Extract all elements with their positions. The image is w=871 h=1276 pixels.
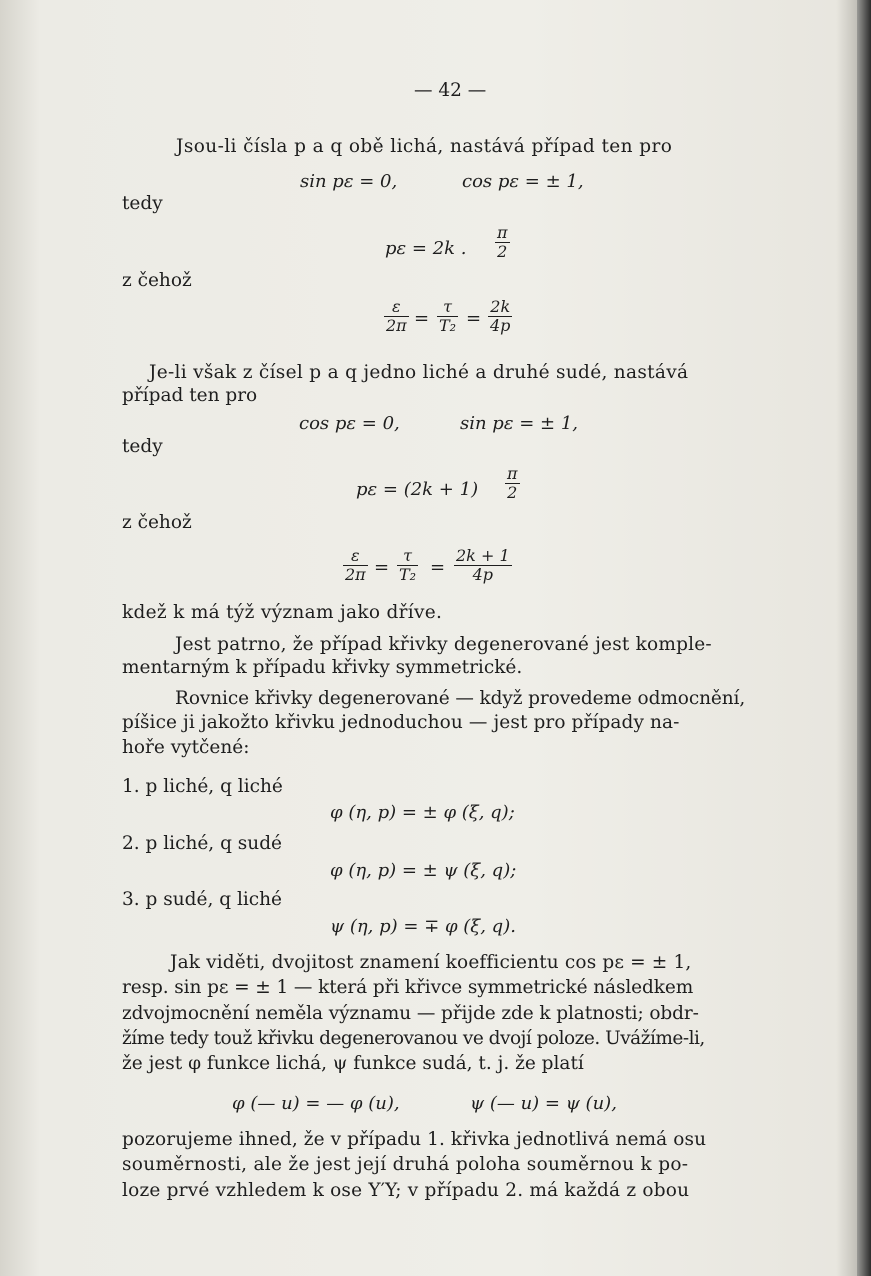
text-line: souměrnosti, ale že jest její druhá poloha souměrnou k po- xyxy=(122,1154,689,1175)
text-line: Jest patrno, že případ křivky degenerované jest komple- xyxy=(175,634,712,655)
text-line: zdvojmocnění neměla významu — přijde zde k platnosti; obdr- xyxy=(122,1003,699,1024)
text-line: pozorujeme ihned, že v případu 1. křivka jednotlivá nemá osu xyxy=(122,1129,707,1150)
fraction xyxy=(437,298,458,335)
text-line: mentarným k případu křivky symmetrické. xyxy=(122,657,523,678)
text-line: že jest φ funkce lichá, ψ funkce sudá, t. j. že platí xyxy=(122,1053,584,1074)
text-line: Jak viděti, dvojitost znamení koefficientu cos pε = ± 1, xyxy=(170,952,692,973)
fraction xyxy=(397,547,418,584)
text-line: píšice ji jakožto křivku jednoduchou — jest pro případy na- xyxy=(122,712,680,733)
fraction xyxy=(384,298,409,335)
fraction-numerator: τ xyxy=(403,546,412,565)
fraction-denominator: T₂ xyxy=(399,565,417,584)
text-line: Jsou-li čísla p a q obě lichá, nastává případ ten pro xyxy=(176,136,673,157)
fraction-numerator: τ xyxy=(443,297,452,316)
fraction-numerator: 2k xyxy=(490,297,511,316)
equation: pε = 2k . xyxy=(385,238,467,259)
page-number: — 42 — xyxy=(414,80,487,101)
fraction-numerator: π xyxy=(507,464,518,483)
fraction-numerator: ε xyxy=(351,546,360,565)
equation: ψ (η, p) = ∓ φ (ξ, q). xyxy=(330,916,516,937)
fraction xyxy=(495,224,510,261)
fraction-denominator: 4p xyxy=(454,565,512,584)
text-line: loze prvé vzhledem k ose Y′Y; v případu 2. má každá z obou xyxy=(122,1180,690,1201)
fraction-denominator: 4p xyxy=(490,316,511,335)
text-line: případ ten pro xyxy=(122,385,258,406)
fraction-denominator: T₂ xyxy=(439,316,457,335)
fraction xyxy=(505,465,520,502)
text-line: z čehož xyxy=(122,270,192,291)
case-label: 1. p liché, q liché xyxy=(122,776,283,797)
text-line: žíme tedy touž křivku degenerovanou ve dvojí poloze. Uvážíme-li, xyxy=(122,1028,705,1049)
fraction-numerator: ε xyxy=(392,297,401,316)
fraction-denominator: 2π xyxy=(386,316,407,335)
fraction-numerator: π xyxy=(497,223,508,242)
text-line: z čehož xyxy=(122,512,192,533)
equation: sin pε = ± 1, xyxy=(460,413,578,434)
equals-sign: = xyxy=(374,557,390,578)
equation: φ (η, p) = ± φ (ξ, q); xyxy=(330,802,515,823)
case-label: 3. p sudé, q liché xyxy=(122,889,282,910)
equals-sign: = xyxy=(466,308,482,329)
equation: sin pε = 0, xyxy=(300,171,398,192)
fraction-numerator: 2k + 1 xyxy=(456,546,510,565)
equation: cos pε = 0, xyxy=(299,413,400,434)
equals-sign: = xyxy=(414,308,430,329)
text-line: resp. sin pε = ± 1 — která při křivce symmetrické následkem xyxy=(122,977,694,998)
equation: ψ (— u) = ψ (u), xyxy=(470,1093,617,1114)
equation: φ (η, p) = ± ψ (ξ, q); xyxy=(330,860,517,881)
fraction-denominator: 2π xyxy=(345,565,366,584)
text-line: tedy xyxy=(122,436,163,457)
book-binding-edge xyxy=(857,0,871,1276)
text-line: hoře vytčené: xyxy=(122,737,250,758)
equation: φ (— u) = — φ (u), xyxy=(232,1093,400,1114)
fraction xyxy=(343,547,368,584)
text-line: Rovnice křivky degenerované — když provedeme odmocnění, xyxy=(175,688,746,709)
equals-sign: = xyxy=(430,557,446,578)
fraction xyxy=(488,298,512,335)
equation: cos pε = ± 1, xyxy=(462,171,584,192)
text-line: tedy xyxy=(122,193,163,214)
fraction xyxy=(454,547,512,584)
text-line: kdež k má týž význam jako dříve. xyxy=(122,602,443,623)
fraction-denominator: 2 xyxy=(505,483,520,502)
case-label: 2. p liché, q sudé xyxy=(122,833,282,854)
fraction-denominator: 2 xyxy=(495,242,510,261)
equation: pε = (2k + 1) xyxy=(356,479,479,500)
text-line: Je-li však z čísel p a q jedno liché a druhé sudé, nastává xyxy=(149,362,689,383)
